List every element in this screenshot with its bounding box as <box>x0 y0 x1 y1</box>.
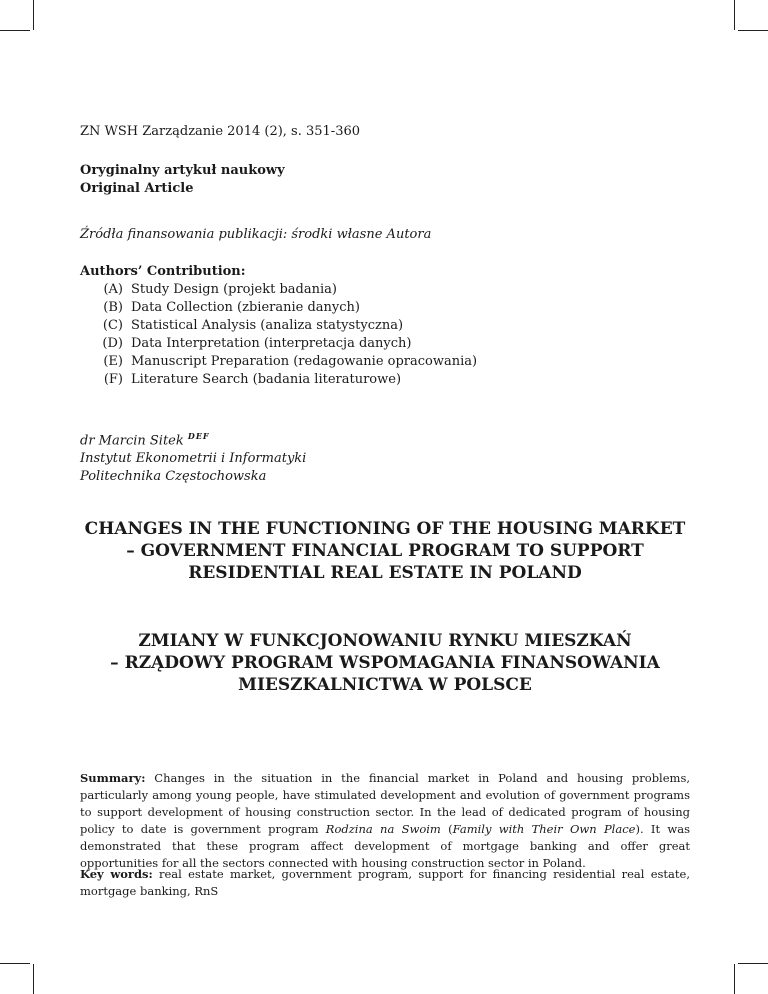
title-pl-line: ZMIANY W FUNKCJONOWANIU RYNKU MIESZKAŃ <box>138 631 632 651</box>
program-name-en: Family with Their Own Place <box>452 822 636 836</box>
crop-mark <box>33 0 34 30</box>
crop-mark <box>0 963 30 964</box>
contribution-text: Manuscript Preparation (redagowanie opracowania) <box>131 354 478 369</box>
title-en-line: – GOVERNMENT FINANCIAL PROGRAM TO SUPPORT <box>126 541 644 561</box>
author-line <box>80 427 306 450</box>
author-university: Politechnika Częstochowska <box>80 469 267 485</box>
keywords-label: Key words: <box>80 867 153 881</box>
contribution-text: Literature Search (badania literaturowe) <box>131 372 402 387</box>
title-english <box>80 518 690 584</box>
funding-block <box>80 226 431 244</box>
title-polish <box>80 630 690 696</box>
contribution-item <box>80 353 477 371</box>
contribution-item <box>80 317 477 335</box>
contribution-text: Study Design (projekt badania) <box>131 282 337 297</box>
contribution-code: (A) <box>103 282 123 297</box>
crop-mark <box>0 30 30 31</box>
author-roles: DEF <box>187 431 210 441</box>
contribution-item <box>80 371 477 389</box>
title-pl-line: – RZĄDOWY PROGRAM WSPOMAGANIA FINANSOWANIA <box>110 653 660 673</box>
program-name-pl: Rodzina na Swoim <box>325 822 441 836</box>
contribution-text: Data Interpretation (interpretacja danych) <box>131 336 412 351</box>
contribution-item <box>80 281 477 299</box>
contribution-code: (E) <box>103 354 123 369</box>
summary-text: Changes in the situation in the financial market in Poland and housing problems, particularly among young people, have stimulated development and evolution of government programs to support development of housing construction sector. In the lead of dedicated program of housing policy to date is government program <box>80 771 690 836</box>
crop-mark <box>734 0 735 30</box>
authors-contribution-heading: Authors’ Contribution: <box>80 264 246 279</box>
summary-label: Summary: <box>80 771 146 785</box>
title-en-line: CHANGES IN THE FUNCTIONING OF THE HOUSING MARKET <box>84 519 686 539</box>
summary-block <box>80 770 690 872</box>
keywords-paragraph <box>80 866 690 900</box>
crop-mark <box>738 963 768 964</box>
crop-mark <box>734 964 735 994</box>
author-institute: Instytut Ekonometrii i Informatyki <box>80 451 307 467</box>
title-pl-line: MIESZKALNICTWA W POLSCE <box>238 675 532 695</box>
contribution-item <box>80 335 477 353</box>
contribution-text: Statistical Analysis (analiza statystyczna) <box>131 318 404 333</box>
article-type-pl: Oryginalny artykuł naukowy <box>80 163 285 178</box>
authors-contribution <box>80 263 477 389</box>
author-name: dr Marcin Sitek <box>80 433 184 449</box>
summary-text: ( <box>440 822 453 836</box>
author-block <box>80 427 306 486</box>
contribution-code: (B) <box>103 300 123 315</box>
summary-paragraph <box>80 770 690 872</box>
article-type-block <box>80 162 285 198</box>
keywords-block <box>80 866 690 900</box>
contribution-text: Data Collection (zbieranie danych) <box>131 300 360 315</box>
contribution-code: (C) <box>102 318 123 333</box>
crop-mark <box>33 964 34 994</box>
journal-citation: ZN WSH Zarządzanie 2014 (2), s. 351-360 <box>80 124 361 139</box>
title-en-line: RESIDENTIAL REAL ESTATE IN POLAND <box>188 563 582 583</box>
contribution-code: (F) <box>103 372 123 387</box>
contribution-code: (D) <box>102 336 123 351</box>
summary-text: ). It was demonstrated that these program affect development of mortgage banking and offer great opportunities for all the sectors connected with housing construction sector in Poland. <box>80 822 690 870</box>
contribution-item <box>80 299 477 317</box>
crop-mark <box>738 30 768 31</box>
citation-block <box>80 123 360 141</box>
article-type-en: Original Article <box>80 181 194 196</box>
funding-source: Źródła finansowania publikacji: środki własne Autora <box>80 227 432 242</box>
keywords-text: real estate market, government program, support for financing residential real estate, mortgage banking, RnS <box>80 867 690 898</box>
